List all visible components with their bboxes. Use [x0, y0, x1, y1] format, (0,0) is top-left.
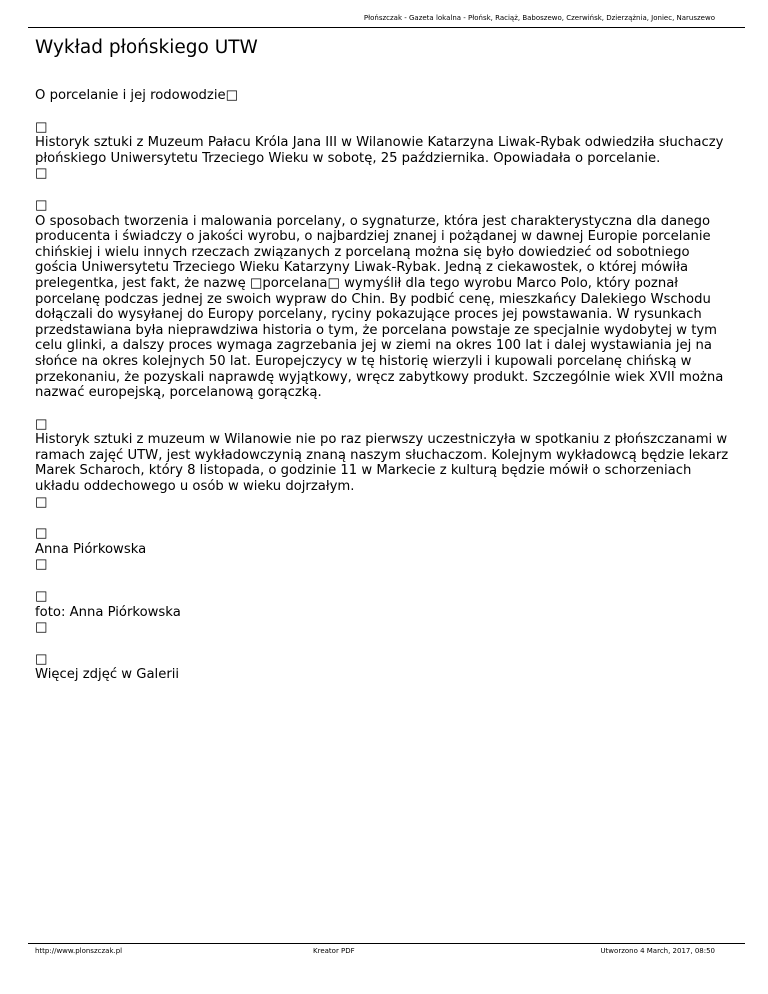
article-subtitle — [35, 88, 735, 104]
placeholder-glyph: □ — [35, 557, 48, 573]
placeholder-glyph: □ — [35, 494, 48, 510]
site-header-line: Płońszczak - Gazeta lokalna - Płońsk, Raciąż, Baboszewo, Czerwińsk, Dzierzążnia, Joniec, Naruszewo — [363, 14, 715, 22]
paragraph-block — [35, 120, 735, 182]
footer-created-date: Utworzono 4 March, 2017, 08:50 — [600, 947, 715, 955]
placeholder-glyph: □ — [35, 197, 48, 213]
photo-credit: foto: Anna Piórkowska — [35, 604, 181, 620]
paragraph-main: O sposobach tworzenia i malowania porcelany, o sygnaturze, która jest charakterystyczna dla danego producenta i świadczy o jakości wyrobu, o najbardziej znanej i pożądanej w dawnej Europie porcelanie chińskiej i wielu innych rzeczach związanych z porcelaną można się było dowiedzieć od sobotniego gościa Uniwersytetu Trzeciego Wieku Katarzyny Liwak-Rybak. Jedną z ciekawostek, o której mówiła prelegentka, jest fakt, że nazwę □porcelana□ wymyślił dla tego wyrobu Marco Polo, który poznał porcelanę podczas jednej ze swoich wypraw do Chin. By podbić cenę, mieszkańcy Dalekiego Wschodu dołączali do wysyłanej do Europy porcelany, ryciny pokazujące proces jej powstawania. W rysunkach przedstawiana była nieprawdziwa historia o tym, że porcelana powstaje ze specjalnie wydobytej w tym celu glinki, a dalszy proces wymaga zagrzebania jej w ziemi na okres 100 lat i dalej wystawiania jej na słońce na okres kolejnych 50 lat. Europejczycy w tę historię wierzyli i kupowali porcelanę chińską w przekonaniu, że pozyskali naprawdę wyjątkowy, wręcz zabytkowy produkt. Szczególnie wiek XVII można nazwać europejską, porcelanową gorączką. — [35, 213, 724, 401]
placeholder-glyph: □ — [35, 526, 48, 542]
paragraph-block — [35, 589, 735, 636]
footer-divider — [28, 943, 745, 944]
placeholder-glyph: □ — [225, 88, 239, 103]
footer-url: http://www.plonszczak.pl — [35, 947, 123, 955]
article-body — [35, 88, 735, 699]
paragraph-block — [35, 526, 735, 573]
subtitle-text: O porcelanie i jej rodowodzie — [35, 88, 226, 103]
paragraph-block — [35, 198, 735, 401]
placeholder-glyph: □ — [35, 119, 48, 135]
author-line: Anna Piórkowska — [35, 541, 147, 557]
placeholder-glyph: □ — [35, 589, 48, 605]
paragraph-block — [35, 417, 735, 511]
placeholder-glyph: □ — [35, 651, 48, 667]
paragraph-intro: Historyk sztuki z Muzeum Pałacu Króla Jana III w Wilanowie Katarzyna Liwak-Rybak odwiedziła słuchaczy płońskiego Uniwersytetu Trzeciego Wieku w sobotę, 25 października. Opowiadała o porcelanie. — [35, 135, 724, 166]
page-title: Wykład płońskiego UTW — [35, 37, 258, 58]
header-divider — [28, 27, 745, 28]
placeholder-glyph: □ — [35, 166, 48, 182]
footer-generator: Kreator PDF — [313, 947, 355, 955]
placeholder-glyph: □ — [35, 620, 48, 636]
paragraph-block — [35, 652, 735, 683]
paragraph-next-lecture: Historyk sztuki z muzeum w Wilanowie nie po raz pierwszy uczestniczyła w spotkaniu z płońszczanami w ramach zajęć UTW, jest wykładowczynią znaną naszym słuchaczom. Kolejnym wykładowcą będzie lekarz Marek Scharoch, który 8 listopada, o godzinie 11 w Markecie z kulturą będzie mówił o schorzeniach układu oddechowego u osób w wieku dojrzałym. — [35, 432, 729, 495]
gallery-link[interactable]: Więcej zdjęć w Galerii — [35, 667, 180, 683]
placeholder-glyph: □ — [35, 416, 48, 432]
